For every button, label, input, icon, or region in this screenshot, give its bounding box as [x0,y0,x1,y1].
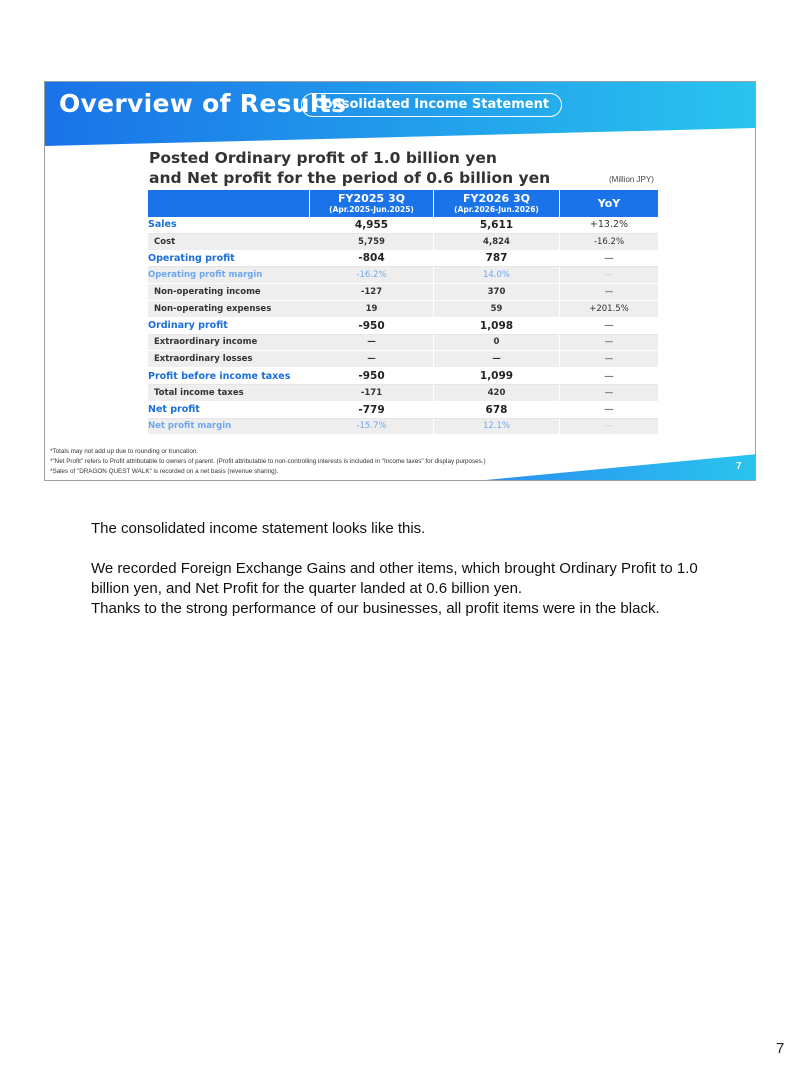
slide-subtitle-pill: Consolidated Income Statement [301,93,562,117]
cell-yoy: — [560,267,658,284]
table-row [148,351,658,368]
table-row [148,267,658,284]
cell-fy2025: 4,955 [310,217,434,234]
row-label: Extraordinary losses [148,351,310,368]
footnote-1: *Totals may not add up due to rounding or truncation. [50,448,199,455]
slide-headline [149,148,550,188]
unit-note: (Million JPY) [609,175,654,184]
cell-fy2026: 370 [434,284,560,301]
cell-yoy: — [560,318,658,335]
cell-yoy: +201.5% [560,301,658,318]
notes-paragraph-3: Thanks to the strong performance of our businesses, all profit items were in the black. [91,600,660,617]
table-row [148,385,658,402]
header-fy2026-period: (Apr.2026-Jun.2026) [454,204,539,214]
table-row [148,335,658,352]
table-row [148,284,658,301]
slide [44,81,756,481]
row-label: Extraordinary income [148,335,310,352]
cell-fy2025: -127 [310,284,434,301]
cell-fy2025: 19 [310,301,434,318]
row-label: Profit before income taxes [148,368,310,385]
cell-fy2025: 5,759 [310,234,434,251]
cell-yoy: — [560,402,658,419]
header-fy2026-title: FY2026 3Q [463,191,530,205]
slide-number: 7 [736,461,742,472]
cell-fy2026: 420 [434,385,560,402]
table-row [148,234,658,251]
cell-fy2026: 5,611 [434,217,560,234]
cell-yoy: — [560,419,658,436]
table-row [148,251,658,268]
cell-fy2026: 1,098 [434,318,560,335]
page-number: 7 [776,1040,785,1057]
cell-fy2026: 12.1% [434,419,560,436]
cell-fy2025: -15.7% [310,419,434,436]
cell-fy2025: -804 [310,251,434,268]
row-label: Sales [148,217,310,234]
cell-yoy: — [560,251,658,268]
table-row [148,419,658,436]
headline-line-1: Posted Ordinary profit of 1.0 billion yen [149,149,497,167]
cell-fy2026: 787 [434,251,560,268]
header-yoy-title: YoY [597,196,621,210]
footnotes [50,447,486,477]
row-label: Total income taxes [148,385,310,402]
row-label: Operating profit margin [148,267,310,284]
table-row [148,301,658,318]
slide-title: Overview of Results [59,89,347,118]
income-statement-table [148,190,658,435]
cell-fy2026: 1,099 [434,368,560,385]
footnote-3: *Sales of "DRAGON QUEST WALK" is recorded on a net basis (revenue sharing). [50,468,279,475]
table-row [148,402,658,419]
cell-fy2025: -171 [310,385,434,402]
header-fy2026 [434,190,560,217]
header-yoy [560,190,658,217]
table-row [148,318,658,335]
row-label: Cost [148,234,310,251]
header-fy2025 [310,190,434,217]
table-row [148,217,658,234]
cell-fy2026: 0 [434,335,560,352]
row-label: Non-operating expenses [148,301,310,318]
header-fy2025-title: FY2025 3Q [338,191,405,205]
cell-fy2025: -950 [310,318,434,335]
speaker-notes [91,519,731,619]
table-row [148,368,658,385]
header-fy2025-period: (Apr.2025-Jun.2025) [329,204,414,214]
cell-yoy: — [560,335,658,352]
cell-fy2026: 678 [434,402,560,419]
cell-fy2026: 14.0% [434,267,560,284]
row-label: Net profit margin [148,419,310,436]
header-label-column [148,190,310,217]
row-label: Non-operating income [148,284,310,301]
cell-fy2026: 4,824 [434,234,560,251]
cell-fy2025: -779 [310,402,434,419]
footnote-2: *"Net Profit" refers to Profit attributable to owners of parent. (Profit attributable to non-controlling interests is included in "Income taxes" for display purposes.) [50,458,486,465]
cell-yoy: +13.2% [560,217,658,234]
cell-fy2025: — [310,335,434,352]
cell-fy2026: — [434,351,560,368]
cell-fy2025: — [310,351,434,368]
cell-yoy: — [560,368,658,385]
cell-fy2025: -16.2% [310,267,434,284]
cell-yoy: -16.2% [560,234,658,251]
cell-yoy: — [560,385,658,402]
cell-fy2025: -950 [310,368,434,385]
row-label: Operating profit [148,251,310,268]
notes-paragraph-2: We recorded Foreign Exchange Gains and other items, which brought Ordinary Profit to 1.0 billion yen, and Net Profit for the quarter landed at 0.6 billion yen. [91,560,698,597]
row-label: Net profit [148,402,310,419]
cell-yoy: — [560,351,658,368]
table-body [148,217,658,435]
table-header-row [148,190,658,217]
notes-paragraph-1: The consolidated income statement looks like this. [91,520,426,537]
cell-fy2026: 59 [434,301,560,318]
cell-yoy: — [560,284,658,301]
row-label: Ordinary profit [148,318,310,335]
headline-line-2: and Net profit for the period of 0.6 billion yen [149,169,551,187]
